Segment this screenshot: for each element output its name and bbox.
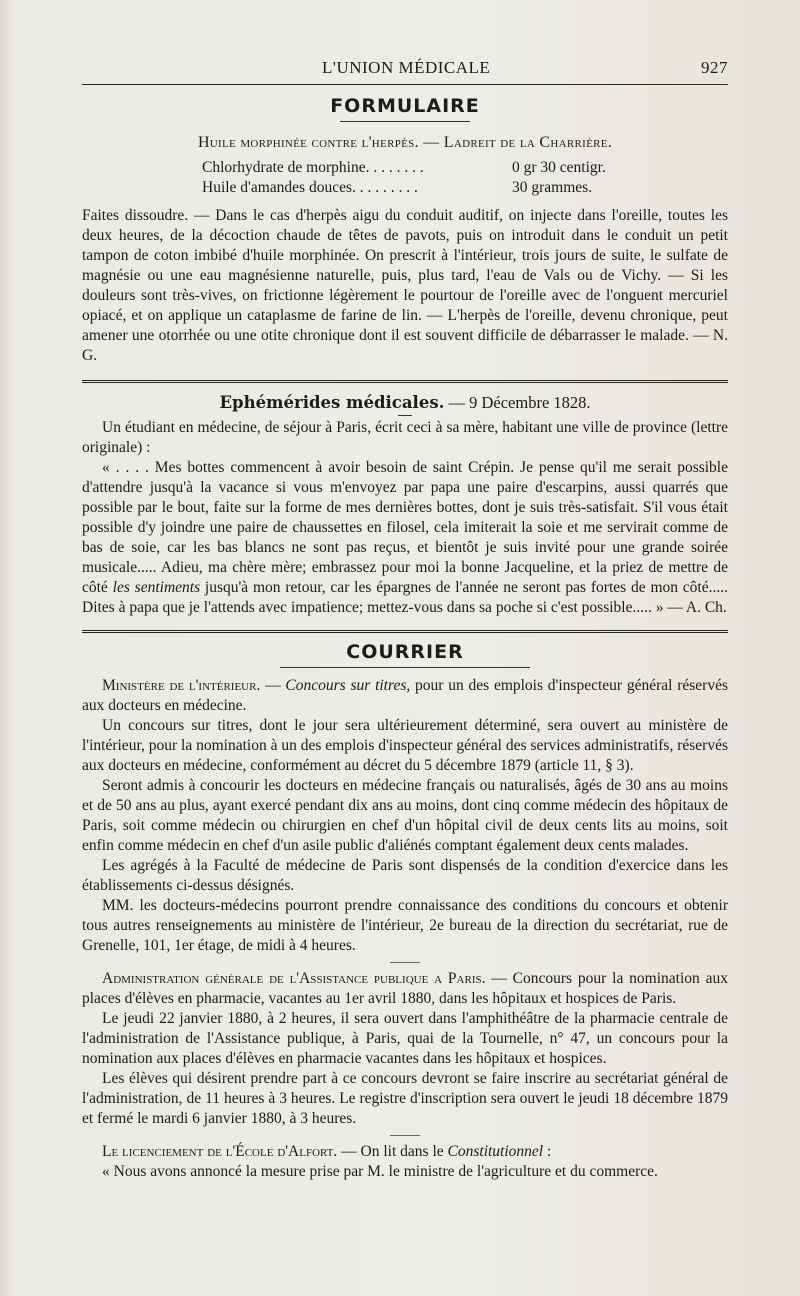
running-title: L'UNION MÉDICALE	[322, 58, 491, 77]
courrier-paragraph	[82, 1142, 728, 1162]
section-divider	[82, 630, 728, 633]
ingredient-name: Huile d'amandes douces. . . . . . . . .	[202, 179, 418, 196]
ingredient-quantity: 0 gr 30 centigr.	[512, 159, 606, 176]
letter-text-1: « . . . . Mes bottes commencent à avoir besoin de saint Crépin. Je pense qu'il me serait possible d'attendre jusqu'à la vacance si vous m'envoyez par papa une paire d'escarpins, aussi quarrés que possible par le bout, faite sur la forme de mes dernières bottes, dont je suis très-satisfait. S'il vous était possible d'y joindre une paire de chaussettes en filosel, cela imiterait la soie et me servirait comme de bas de soie, car les bas blancs ne sont pas reçus, et bientôt je suis invité pour une grande soirée musicale..... Adieu, ma chère mère; embrassez pour moi la bonne Jacqueline, et la priez de mettre de côté	[82, 459, 728, 596]
concours-italic: Concours sur titres,	[285, 677, 411, 694]
courrier-paragraph: Le jeudi 22 janvier 1880, à 2 heures, il sera ouvert dans l'amphithéâtre de la pharmacie centrale de l'administration de l'Assistance publique, à Paris, quai de la Tournelle, n° 47, un concours pour la nomination aux places d'élèves en pharmacie vacantes dans les hôpitaux et hospices.	[82, 1010, 728, 1067]
courrier-underline	[280, 667, 530, 668]
section-divider	[82, 380, 728, 383]
ingredient-row	[82, 158, 728, 178]
short-dash	[398, 415, 412, 416]
ingredient-quantity: 30 grammes.	[512, 179, 593, 196]
courrier-paragraph: Les agrégés à la Faculté de médecine de Paris sont dispensés de la condition d'exercice dans les établissements ci-dessus désignés.	[82, 857, 728, 894]
short-rule	[390, 962, 420, 963]
ephemerides-title: Ephémérides médicales.	[219, 393, 445, 412]
letter-text-2: jusqu'à mon retour, car les épargnes de l'année ne seront pas fortes de mon côté..... Dites à papa que je l'attends avec impatience; mettez-vous dans sa poche si c'est possible..... » — A. Ch.	[82, 579, 728, 616]
courrier-paragraph	[82, 969, 728, 1009]
ephemerides-letter	[82, 458, 728, 618]
alfort-lead: Le licenciement de l'École d'Alfort.	[102, 1143, 338, 1160]
courrier-paragraph: MM. les docteurs-médecins pourront prendre connaissance des conditions du concours et obtenir tous autres renseignements au ministère de l'intérieur, 2e bureau de la direction du secrétariat, rue de Grenelle, 101, 1er étage, de midi à 4 heures.	[82, 897, 728, 954]
formulaire-paragraph: Faites dissoudre. — Dans le cas d'herpès aigu du conduit auditif, on injecte dans l'oreille, toutes les deux heures, de la décoction chaude de têtes de pavots, puis on introduit dans le conduit un petit tampon de coton imbibé d'huile morphinée. On prescrit à l'intérieur, trois jours de suite, le sulfate de magnésie ou une eau magnésienne naturelle, puis, plus tard, l'eau de Vals ou de Vichy. — Si les douleurs sont très-vives, on frictionne légèrement le pourtour de l'oreille avec de l'onguent mercuriel opiacé, et on applique un cataplasme de farine de lin. — L'herpès de l'oreille, devenu chronique, peut amener une otorrhée ou une otite chronique dont il est souvent difficile de débarrasser le malade. — N. G.	[82, 207, 728, 364]
ephemerides-intro: Un étudiant en médecine, de séjour à Paris, écrit ceci à sa mère, habitant une ville de province (lettre originale) :	[82, 419, 728, 456]
formulaire-underline	[340, 121, 470, 122]
short-rule	[390, 1135, 420, 1136]
recipe-ingredients	[82, 158, 728, 198]
page-number: 927	[701, 58, 728, 77]
assistance-lead: Administration générale de l'Assistance publique a Paris.	[102, 970, 486, 987]
header-rule	[82, 84, 728, 85]
p9-end: :	[543, 1143, 552, 1160]
ephemerides-date: — 9 Décembre 1828.	[448, 393, 591, 412]
courrier-paragraph: Un concours sur titres, dont le jour sera ultérieurement déterminé, sera ouvert au ministère de l'intérieur, pour la nomination à un des emplois d'inspecteur général des services administratifs, réservés aux docteurs en médecine, conformément au décret du 5 décembre 1879 (article 11, § 3).	[82, 717, 728, 774]
p6-rest: — Concours pour la nomination aux places d'élèves en pharmacie, vacantes au 1er avril 1880, dans les hôpitaux et hospices de Paris.	[82, 970, 728, 1007]
ephemerides-heading	[82, 393, 728, 413]
courrier-paragraph: Seront admis à concourir les docteurs en médecine français ou naturalisés, âgés de 30 ans au moins et de 50 ans au plus, ayant exercé pendant dix ans au moins, dont cinq comme médecin des hôpitaux de Paris, soit comme médecin ou chirurgien en chef d'un hôpital civil de deux cents lits au moins, soit enfin comme médecin en chef d'un asile public d'aliénés comptant également deux cents malades.	[82, 777, 728, 854]
courrier-title: COURRIER	[346, 641, 464, 663]
p1-rest: pour un des emplois d'inspecteur général réservés aux docteurs en médecine.	[82, 677, 728, 714]
formulaire-title: FORMULAIRE	[330, 95, 480, 117]
running-head	[322, 58, 728, 78]
ministry-lead: Ministère de l'intérieur.	[102, 677, 261, 694]
recipe-title: Huile morphinée contre l'herpès. — Ladreit de la Charrière.	[197, 134, 613, 151]
ingredient-row	[82, 178, 728, 198]
ingredient-name: Chlorhydrate de morphine. . . . . . . .	[202, 159, 424, 176]
courrier-paragraph: « Nous avons annoncé la mesure prise par M. le ministre de l'agriculture et du commerce.	[102, 1163, 658, 1180]
courrier-paragraph	[82, 676, 728, 716]
courrier-paragraph: Les élèves qui désirent prendre part à ce concours devront se faire inscrire au secrétariat général de l'administration, de 11 heures à 3 heures. Le registre d'inscription sera ouvert le jeudi 18 décembre 1879 et fermé le mardi 6 janvier 1880, à 3 heures.	[82, 1070, 728, 1127]
letter-italic: les sentiments	[112, 579, 201, 596]
p9-mid: — On lit dans le	[337, 1143, 448, 1160]
dash: —	[260, 677, 286, 694]
constitutionnel-italic: Constitutionnel	[447, 1143, 544, 1160]
